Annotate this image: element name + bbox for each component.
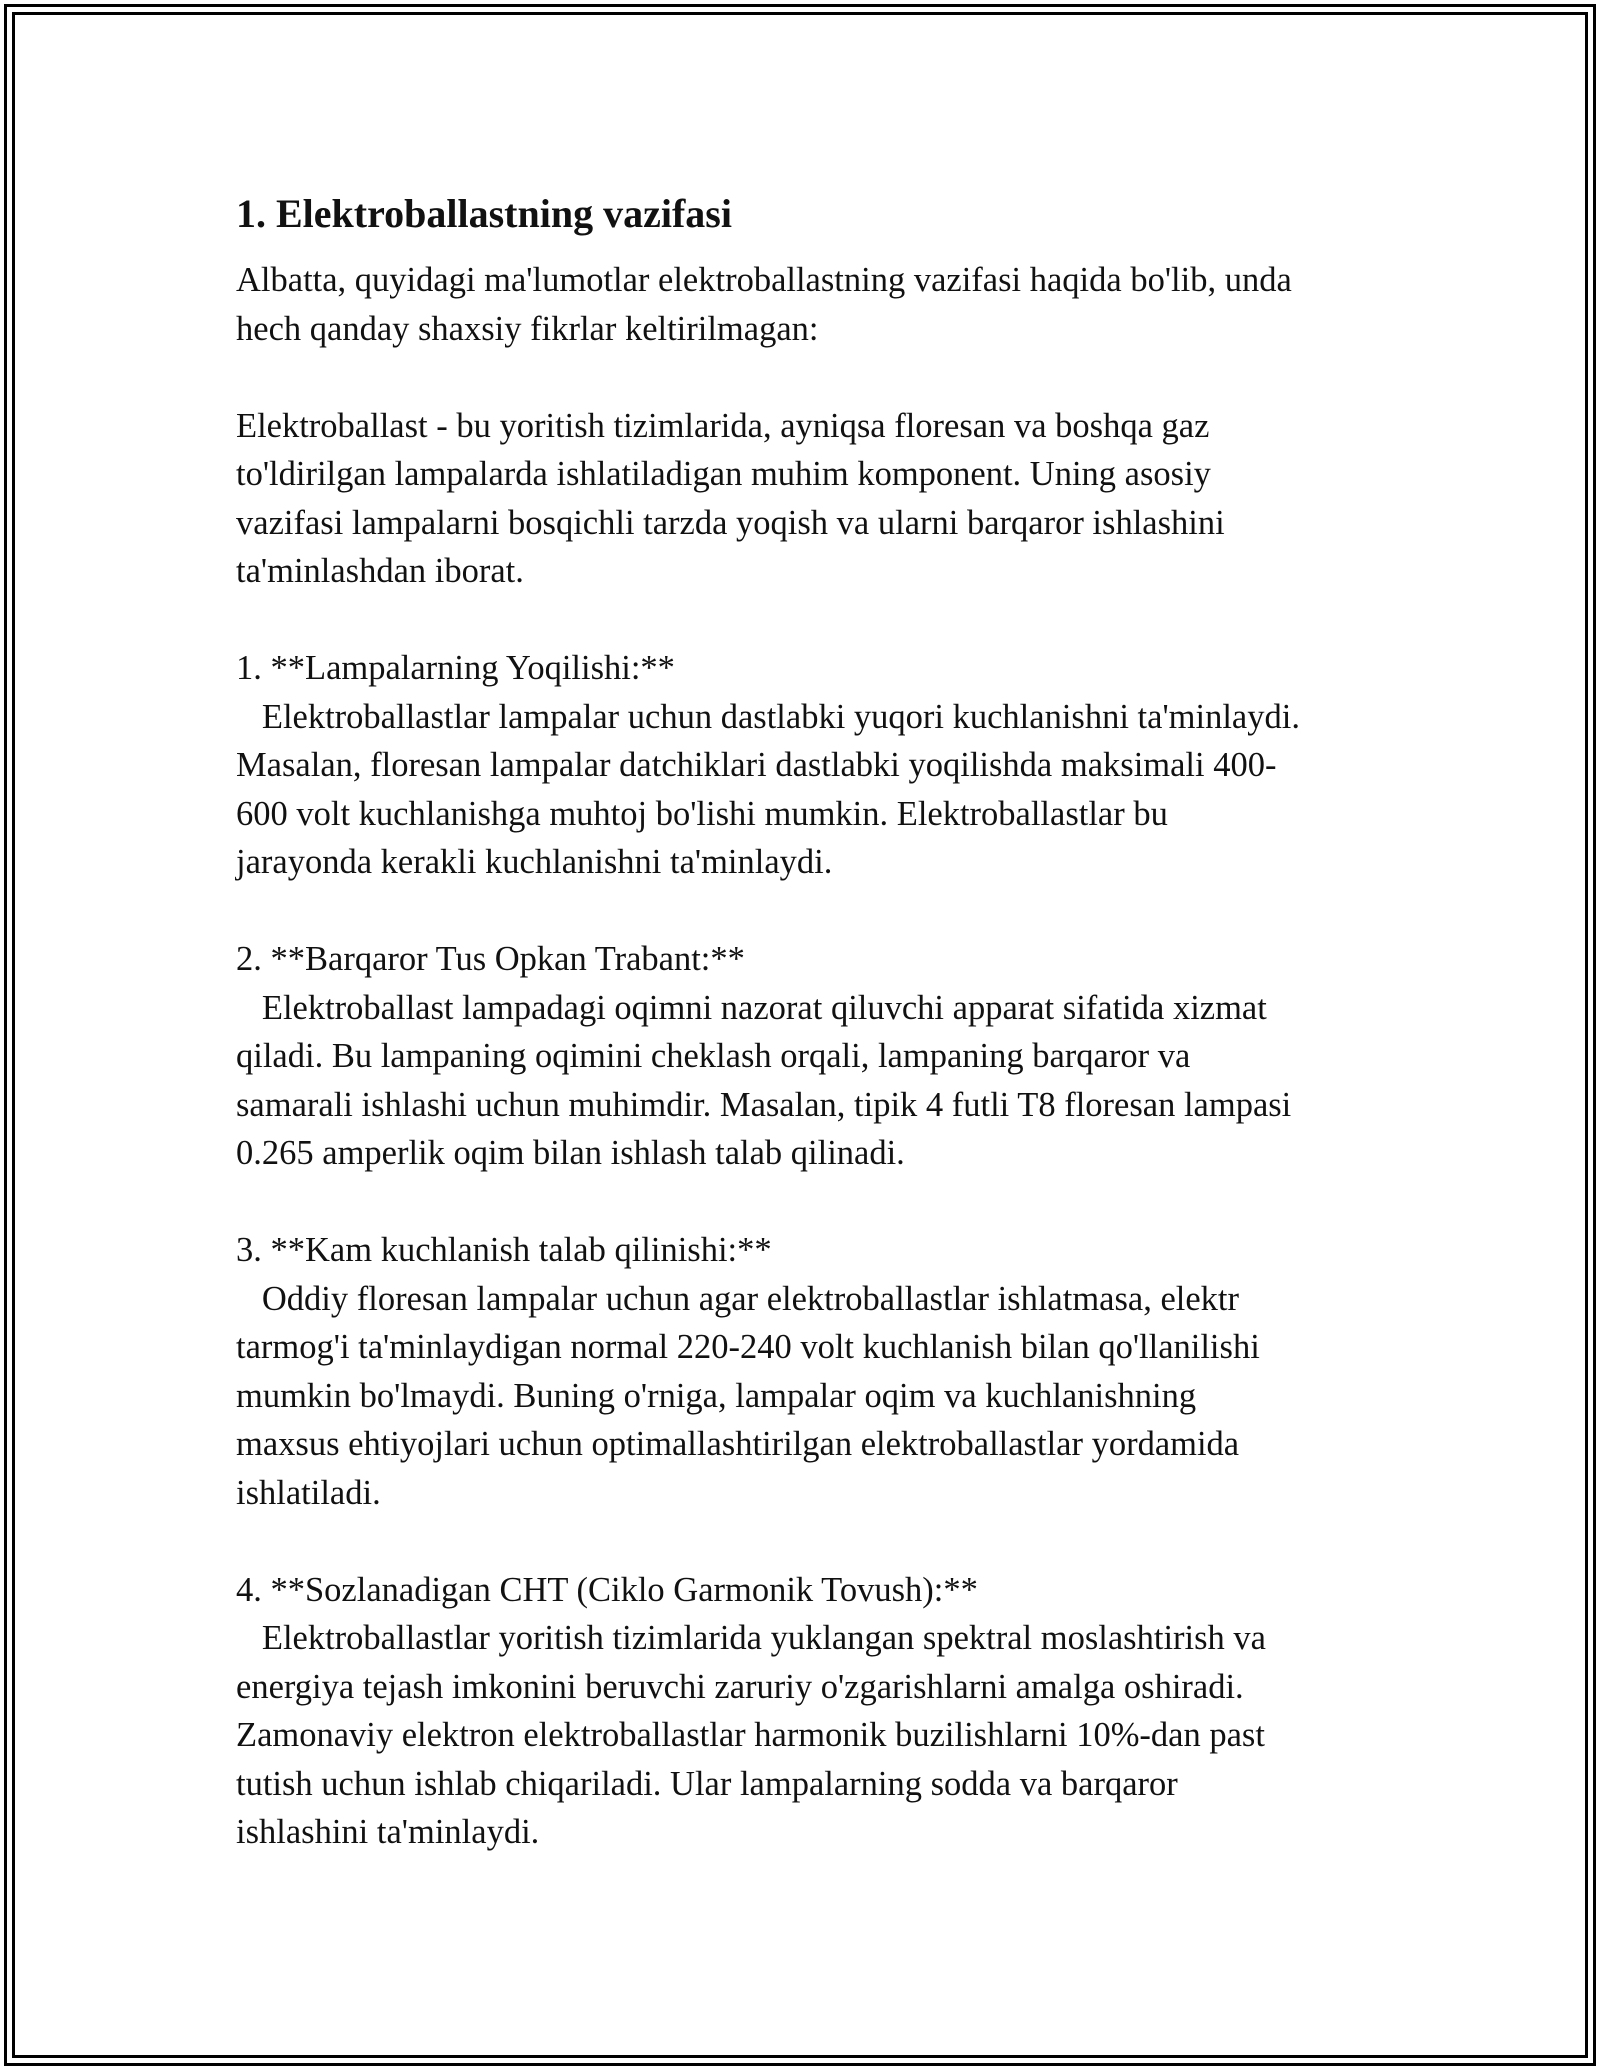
paragraph-gap [236, 1178, 1396, 1227]
section-title: 4. **Sozlanadigan CHT (Ciklo Garmonik Tovush):** [236, 1570, 978, 1609]
paragraph-gap [236, 887, 1396, 936]
document-body [236, 186, 1396, 1857]
section-title: 3. **Kam kuchlanish talab qilinishi:** [236, 1231, 772, 1269]
definition-paragraph: Elektroballast - bu yoritish tizimlarida, ayniqsa floresan va boshqa gaz to'ldirilgan lampalarda ishlatiladigan muhim komponent. Uning asosiy vazifasi lampalarni bosqichli tarzda yoqish va ularni barqaror ishlashini ta'minlashdan iborat. [236, 406, 1225, 590]
section-body: Elektroballast lampadagi oqimni nazorat qiluvchi apparat sifatida xizmat qiladi. Bu lampaning oqimini cheklash orqali, lampaning barqaror va samarali ishlashi uchun muhimdir. Masalan, tipik 4 futli T8 floresan lampasi 0.265 amperlik oqim bilan ishlash talab qilinadi. [236, 988, 1292, 1172]
section-body: Elektroballastlar lampalar uchun dastlabki yuqori kuchlanishni ta'minlaydi. Masalan, floresan lampalar datchiklari dastlabki yoqilishda maksimali 400- 600 volt kuchlanishga muhtoj bo'lishi mumkin. Elektroballastlar bu jarayonda kerakli kuchlanishni ta'minlaydi. [236, 697, 1300, 881]
section-title: 2. **Barqaror Tus Opkan Trabant:** [236, 940, 745, 978]
section-title: 1. **Lampalarning Yoqilishi:** [236, 649, 675, 687]
section-body: Elektroballastlar yoritish tizimlarida yuklangan spektral moslashtirish va energiya tejash imkonini beruvchi zaruriy o'zgarishlarni amalga oshiradi. Zamonaviy elektron elektroballastlar harmonik buzilishlarni 10%-dan past tutish uchun ishlab chiqariladi. Ular lampalarning sodda va barqaror ishlashini ta'minlaydi. [236, 1619, 1266, 1851]
document-heading: 1. Elektroballastning vazifasi [236, 191, 732, 236]
paragraph-gap [236, 1517, 1396, 1566]
paragraph-gap [236, 596, 1396, 645]
paragraph-gap [236, 353, 1396, 402]
intro-paragraph: Albatta, quyidagi ma'lumotlar elektroballastning vazifasi haqida bo'lib, unda hech qanday shaxsiy fikrlar keltirilmagan: [236, 261, 1292, 348]
section-body: Oddiy floresan lampalar uchun agar elektroballastlar ishlatmasa, elektr tarmog'i ta'minlaydigan normal 220-240 volt kuchlanish bilan qo'llanilishi mumkin bo'lmaydi. Buning o'rniga, lampalar oqim va kuchlanishning maxsus ehtiyojlari uchun optimallashtirilgan elektroballastlar yordamida ishlatiladi. [236, 1279, 1260, 1512]
